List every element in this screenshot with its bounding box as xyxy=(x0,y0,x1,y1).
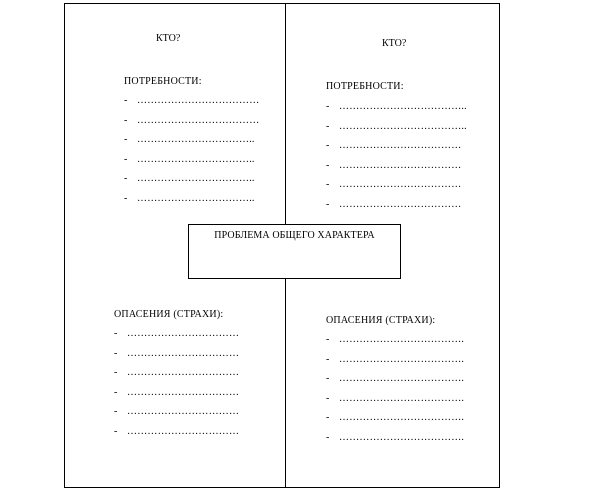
fill-in-blank-dots: …………………………… xyxy=(127,347,240,359)
fill-in-blank-dots: ……………………………… xyxy=(339,159,462,171)
fill-in-blank-dots: ………………………………. xyxy=(339,353,465,365)
fill-in-blank-dots: ……………………………….. xyxy=(339,120,467,132)
fill-in-blank-dots: ………………………………. xyxy=(339,431,465,443)
list-bullet-dash: - xyxy=(114,328,118,339)
fill-in-blank-dots: …………………………… xyxy=(127,386,240,398)
list-bullet-dash: - xyxy=(124,192,128,204)
who-label-left: КТО? xyxy=(156,33,181,44)
list-bullet-dash: - xyxy=(326,198,330,210)
list-bullet-dash: - xyxy=(326,412,330,424)
fill-in-blank-dots: …………………………….. xyxy=(137,134,255,146)
common-problem-title: ПРОБЛЕМА ОБЩЕГО ХАРАКТЕРА xyxy=(214,230,375,241)
fill-in-blank-dots: ………………………………. xyxy=(339,412,465,424)
list-bullet-dash: - xyxy=(124,173,128,185)
list-bullet-dash: - xyxy=(326,353,330,365)
list-bullet-dash: - xyxy=(124,153,128,165)
list-bullet-dash: - xyxy=(114,347,118,359)
fill-in-blank-dots: ……………………………… xyxy=(137,114,260,126)
fill-in-blank-dots: ……………………………… xyxy=(339,179,462,191)
list-bullet-dash: - xyxy=(124,114,128,126)
fears-heading-right: ОПАСЕНИЯ (СТРАХИ): xyxy=(326,315,436,326)
list-bullet-dash: - xyxy=(326,159,330,171)
common-problem-box xyxy=(188,224,401,279)
fill-in-blank-dots: …………………………….. xyxy=(137,192,255,204)
list-bullet-dash: - xyxy=(114,386,118,398)
list-bullet-dash: - xyxy=(326,373,330,385)
fears-heading-left: ОПАСЕНИЯ (СТРАХИ): xyxy=(114,309,224,320)
list-bullet-dash: - xyxy=(326,120,330,132)
list-bullet-dash: - xyxy=(326,101,330,112)
needs-heading-left: ПОТРЕБНОСТИ: xyxy=(124,76,202,87)
fill-in-blank-dots: ……………………………….. xyxy=(339,101,467,112)
fill-in-blank-dots: …………………………….. xyxy=(137,173,255,185)
list-bullet-dash: - xyxy=(326,140,330,152)
needs-heading-right: ПОТРЕБНОСТИ: xyxy=(326,81,404,92)
fill-in-blank-dots: ………………………………. xyxy=(339,373,465,385)
fill-in-blank-dots: ……………………………… xyxy=(339,198,462,210)
fill-in-blank-dots: …………………………….. xyxy=(137,153,255,165)
fill-in-blank-dots: ………………………………. xyxy=(339,334,465,345)
fill-in-blank-dots: …………………………… xyxy=(127,328,240,339)
list-bullet-dash: - xyxy=(124,95,128,106)
who-label-right: КТО? xyxy=(382,38,407,49)
list-bullet-dash: - xyxy=(114,367,118,379)
list-bullet-dash: - xyxy=(114,425,118,437)
list-bullet-dash: - xyxy=(114,406,118,418)
fill-in-blank-dots: …………………………… xyxy=(127,425,240,437)
fill-in-blank-dots: ……………………………… xyxy=(339,140,462,152)
list-bullet-dash: - xyxy=(326,431,330,443)
fill-in-blank-dots: …………………………… xyxy=(127,367,240,379)
list-bullet-dash: - xyxy=(124,134,128,146)
fill-in-blank-dots: …………………………… xyxy=(127,406,240,418)
fill-in-blank-dots: ………………………………. xyxy=(339,392,465,404)
fill-in-blank-dots: ……………………………… xyxy=(137,95,260,106)
list-bullet-dash: - xyxy=(326,392,330,404)
list-bullet-dash: - xyxy=(326,179,330,191)
list-bullet-dash: - xyxy=(326,334,330,345)
